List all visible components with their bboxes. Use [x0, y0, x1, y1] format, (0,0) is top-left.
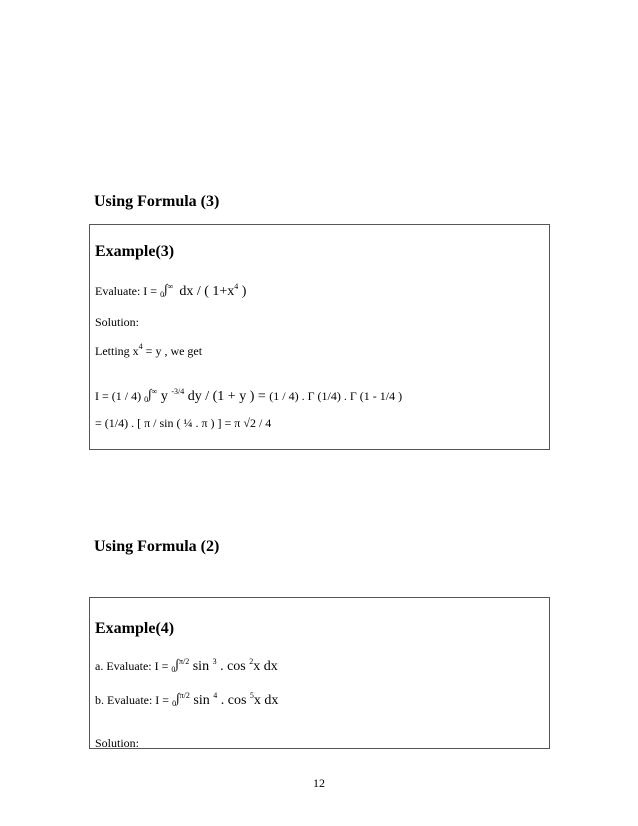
page-number: 12 [313, 776, 325, 790]
example-3-result-line: = (1/4) . [ π / sin ( ¼ . π ) ] = π √2 / 4 [95, 416, 272, 430]
part-a-tail: x dx [253, 659, 278, 674]
example-4-solution-label: Solution: [95, 736, 140, 750]
evaluate-label: Evaluate: I = [95, 284, 161, 298]
integral-upper-limit: ∞ [167, 282, 174, 291]
integral-sign: ∫ [148, 386, 152, 401]
integral-lower-limit: 0 [144, 395, 149, 404]
part-b-cos-exponent: 5 [249, 691, 254, 700]
integral-lower-limit: 0 [172, 699, 177, 708]
part-b-label: b. Evaluate: I = [95, 693, 173, 707]
integral-upper-limit: π/2 [178, 657, 190, 666]
part-a-cos-exponent: 2 [249, 657, 254, 666]
line-i-exponent: -3/4 [171, 387, 185, 396]
integral-lower-limit: 0 [171, 665, 176, 674]
integral-sign: ∫ [176, 690, 180, 705]
letting-pre: Letting x [95, 344, 139, 358]
part-b-sin-exponent: 4 [213, 691, 218, 700]
section-heading-formula-2: Using Formula (2) [94, 538, 220, 555]
integral-upper-limit: π/2 [179, 691, 190, 700]
part-a-sin-exponent: 3 [212, 657, 217, 666]
integral-lower-limit: 0 [160, 290, 165, 299]
line-i-post: (1 / 4) . Γ (1/4) . Γ (1 - 1/4 ) [269, 389, 403, 403]
example-4-box [89, 597, 550, 749]
letting-post: = y , we get [142, 344, 203, 358]
example-3-solution-label: Solution: [95, 315, 140, 329]
part-a-sin: sin [189, 659, 213, 674]
part-a-label: a. Evaluate: I = [95, 659, 172, 673]
integral-sign: ∫ [175, 656, 179, 671]
part-b-sin: sin [189, 693, 214, 708]
example-3-box [89, 224, 550, 450]
letting-exponent: 4 [138, 342, 143, 351]
integrand: dx / ( 1+x [179, 284, 235, 299]
example-4-title: Example(4) [95, 620, 175, 637]
part-a-cos: . cos [216, 659, 250, 674]
line-i-mid: dy / (1 + y ) = [184, 389, 270, 404]
example-4-part-b [95, 690, 278, 709]
example-3-transformed-line [95, 386, 402, 405]
integral-upper-limit: ∞ [151, 387, 158, 396]
example-4-part-a [95, 656, 278, 675]
integral-sign: ∫ [164, 281, 168, 296]
line-i-y: y [157, 389, 172, 404]
example-3-letting-line [95, 342, 202, 359]
line-i-pre: I = (1 / 4) [95, 389, 145, 403]
part-b-tail: x dx [253, 693, 279, 708]
example-3-title: Example(3) [95, 243, 175, 260]
section-heading-formula-3: Using Formula (3) [94, 193, 220, 210]
integrand-exponent: 4 [234, 282, 239, 291]
integrand-close: ) [238, 284, 247, 299]
example-3-evaluate-line [95, 281, 246, 300]
part-b-cos: . cos [217, 693, 250, 708]
